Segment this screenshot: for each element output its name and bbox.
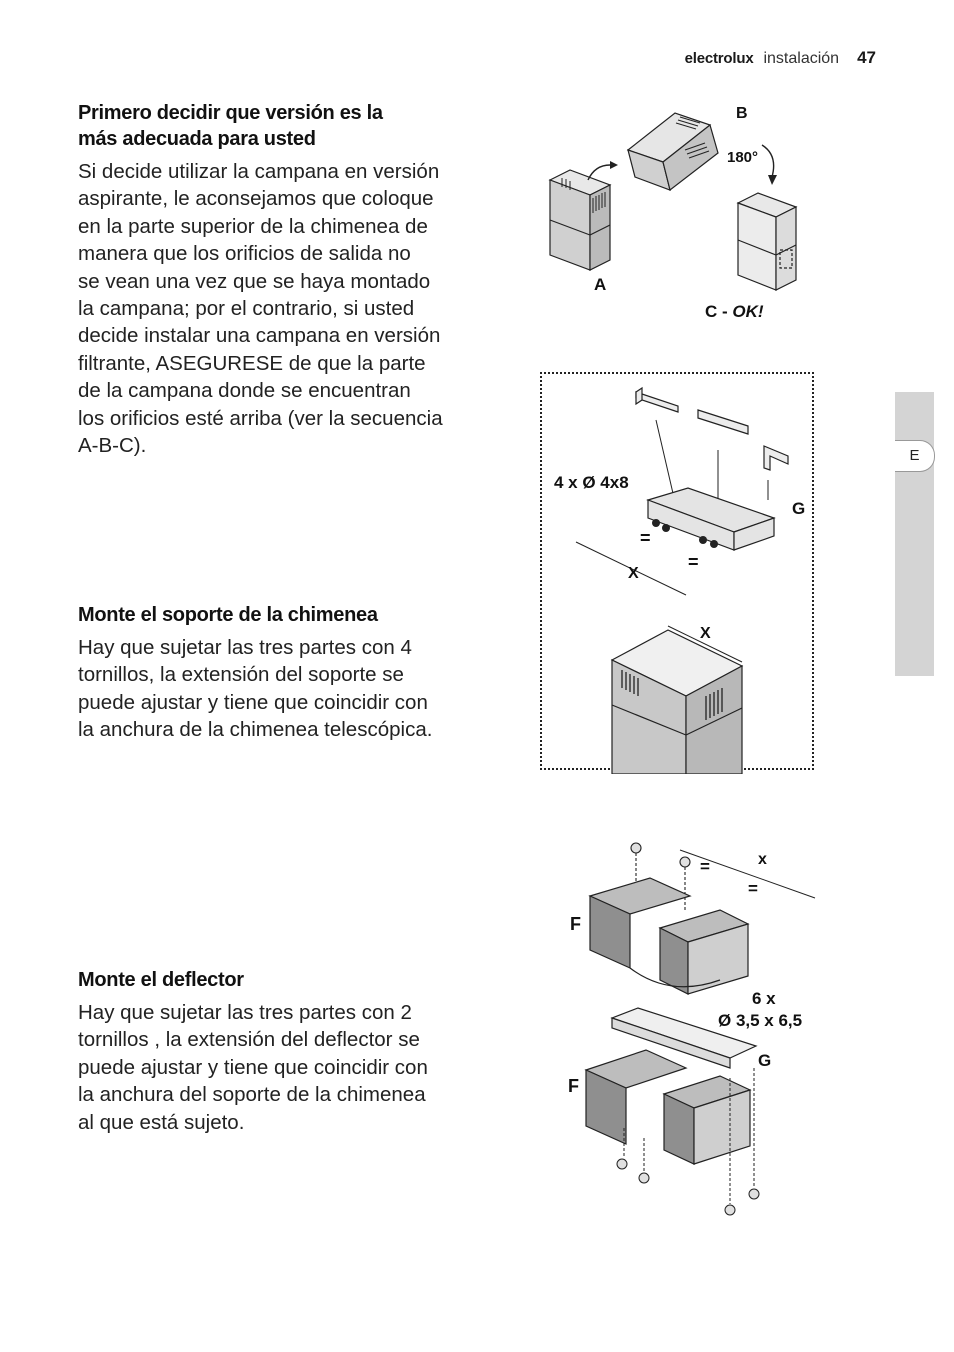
page-number: 47 (857, 48, 876, 67)
equal-sign: = (640, 528, 651, 548)
label-a: A (594, 275, 607, 294)
arrowhead-icon (768, 175, 777, 185)
section-name: instalación (763, 50, 840, 67)
section-body: Si decide utilizar la campana en versión aspirante, le aconsejamos que coloque en la parte superior de la chimenea de manera que los orificios de salida no se vean una vez que se haya montado la campana; por el contrario, si usted decide instalar una campana en versión filtrante, ASEGURESE de que la parte de la campana donde se encuentran los orificios esté arriba (ver la secuencia A-B-C). (78, 160, 443, 458)
language-tab-letter: E (895, 440, 935, 472)
section-heading: Primero decidir que versión es la más adecuada para usted (78, 102, 383, 150)
label-x: x (758, 851, 767, 868)
screw-icon (710, 540, 718, 548)
equal-sign: = (748, 879, 758, 898)
equal-sign: = (688, 552, 699, 572)
equal-sign: = (700, 857, 710, 876)
screw-icon (699, 536, 707, 544)
telescopic-chimney (612, 630, 742, 774)
label-x: X (700, 625, 711, 642)
screw-icon (652, 519, 660, 527)
section-version (78, 100, 478, 459)
page-header (685, 48, 876, 68)
arrowhead-icon (610, 161, 618, 169)
screw-count: 6 x (752, 989, 776, 1008)
label-g: G (792, 499, 806, 518)
screw-spec-label: 4 x Ø 4x8 (554, 473, 629, 492)
section-heading: Monte el soporte de la chimenea (78, 604, 378, 626)
chimney-a-illustration (550, 170, 610, 270)
label-b: B (736, 105, 748, 122)
section-body: Hay que sujetar las tres partes con 2 tornillos , la extensión del deflector se puede ajustar y tiene que coincidir con la anchura del soporte de la chimenea al que está sujeto. (78, 1001, 428, 1134)
deflector-upper (590, 878, 748, 994)
deflector-diagram (560, 828, 830, 1228)
chimney-b-illustration (628, 113, 718, 190)
chimney-orientation-diagram (540, 95, 840, 335)
label-f: F (568, 1076, 579, 1096)
arrow-b-to-c (762, 145, 774, 177)
assembled-support (648, 488, 774, 550)
label-f: F (570, 914, 581, 934)
label-c: C - OK! (705, 302, 764, 321)
screw-icon (662, 524, 670, 532)
section-heading: Monte el deflector (78, 969, 244, 991)
section-deflector (78, 967, 478, 1136)
angle-label: 180° (727, 149, 759, 166)
label-g: G (758, 1051, 772, 1070)
language-tab (895, 392, 934, 676)
chimney-support-diagram (538, 370, 818, 774)
section-chimney-support (78, 602, 478, 744)
label-x: X (628, 565, 639, 582)
chimney-c-illustration (738, 193, 796, 290)
bracket-parts (636, 388, 788, 470)
screw-size: Ø 3,5 x 6,5 (718, 1011, 803, 1030)
section-body: Hay que sujetar las tres partes con 4 tornillos, la extensión del soporte se puede ajustar y tiene que coincidir con la anchura de la chimenea telescópica. (78, 636, 433, 742)
brand-name: electrolux (684, 50, 754, 67)
